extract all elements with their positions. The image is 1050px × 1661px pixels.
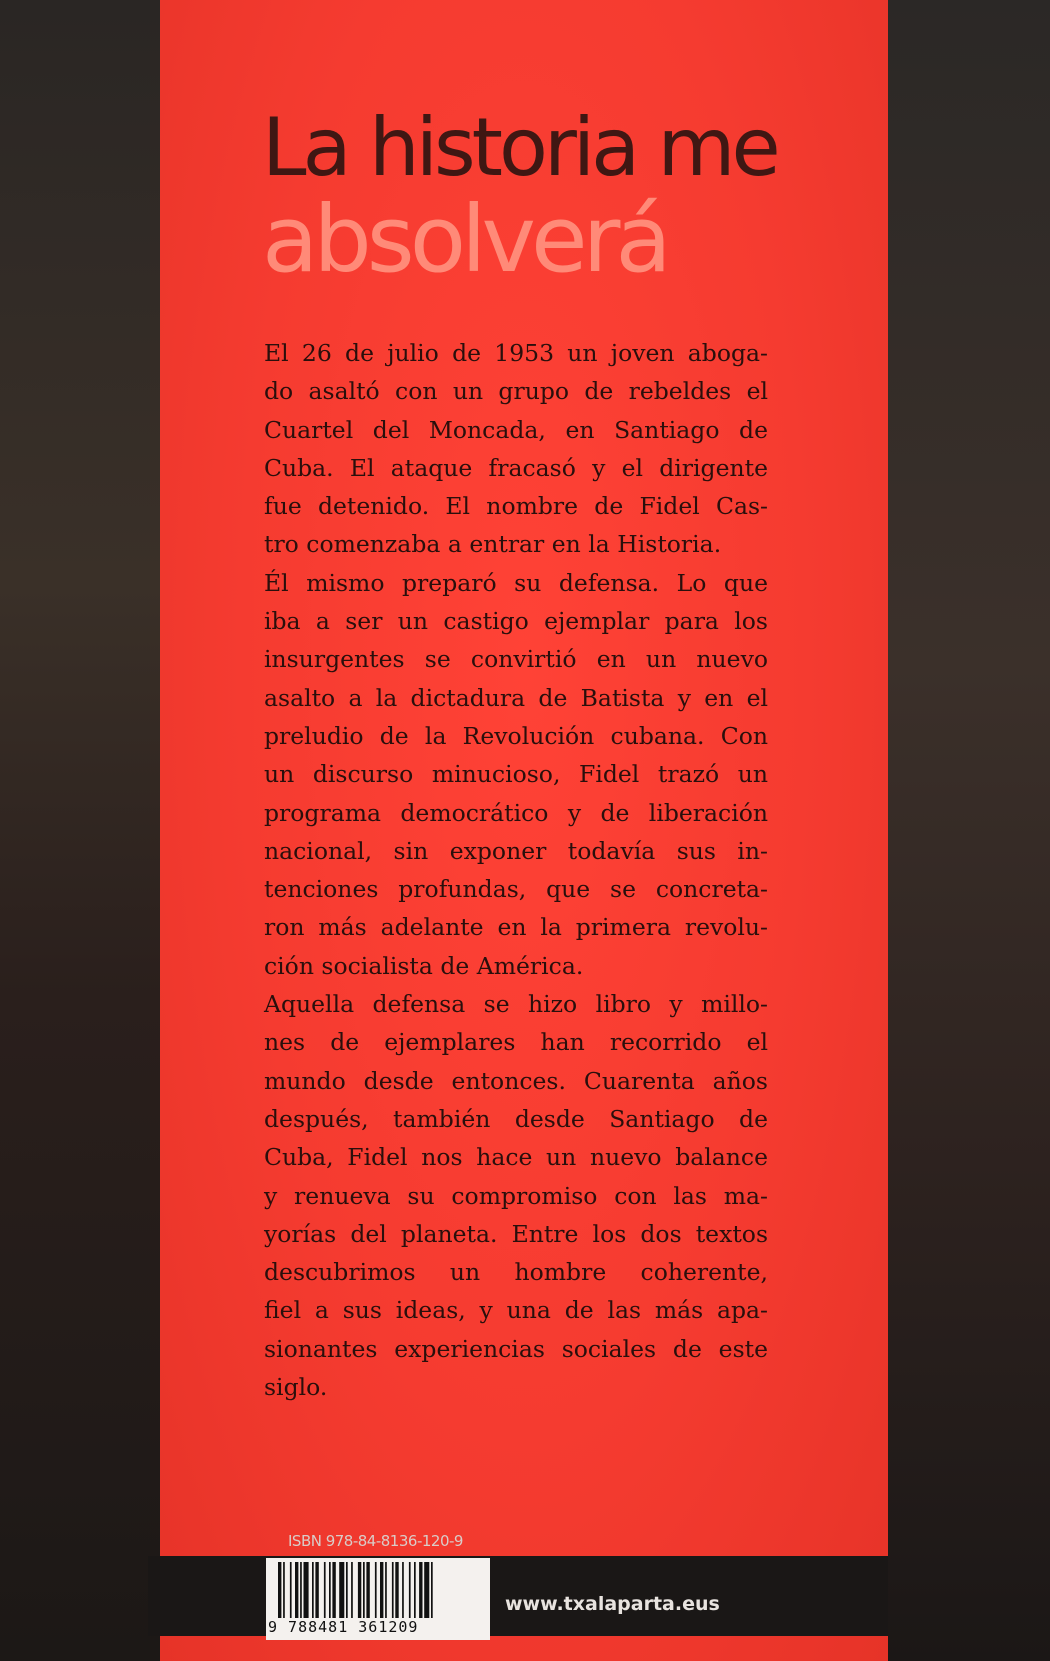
blurb-line: fue detenido. El nombre de Fidel Cas- — [264, 492, 768, 521]
blurb-line: siglo. — [264, 1373, 328, 1402]
barcode-bar — [300, 1562, 302, 1618]
blurb-line: Cuartel del Moncada, en Santiago de — [264, 415, 768, 444]
title-line-2: absolverá — [262, 186, 667, 293]
blurb-line: iba a ser un castigo ejemplar para los — [264, 607, 768, 636]
barcode-bar — [312, 1562, 314, 1618]
blurb-paragraph-3 — [264, 985, 768, 1406]
blurb-line: insurgentes se convirtió en un nuevo — [264, 645, 768, 674]
barcode-bar — [392, 1562, 394, 1618]
barcode-bar — [346, 1562, 348, 1618]
barcode-bar — [395, 1562, 398, 1618]
blurb-line: tro comenzaba a entrar en la Historia. — [264, 530, 722, 559]
barcode-bar — [304, 1562, 309, 1618]
barcode-bar — [424, 1562, 429, 1618]
barcode-bar — [358, 1562, 361, 1618]
left-dark-edge — [0, 0, 160, 1661]
blurb-line: Aquella defensa se hizo libro y millo- — [264, 990, 768, 1019]
blurb-line: programa democrático y de liberación — [264, 798, 768, 827]
blurb-line: asalto a la dictadura de Batista y en el — [264, 683, 768, 712]
barcode-bar — [414, 1562, 416, 1618]
barcode-bar — [295, 1562, 298, 1618]
right-dark-edge — [888, 0, 1050, 1661]
blurb-paragraph-1 — [264, 334, 768, 564]
blurb-line: descubrimos un hombre coherente, — [264, 1258, 768, 1287]
barcode-bar — [366, 1562, 369, 1618]
barcode-bar — [375, 1562, 377, 1618]
blurb-line: mundo desde entonces. Cuarenta años — [264, 1066, 768, 1095]
blurb-paragraph-2 — [264, 564, 768, 985]
barcode-bar — [385, 1562, 387, 1618]
blurb-line: do asaltó con un grupo de rebeldes el — [264, 377, 768, 406]
barcode-bar — [363, 1562, 365, 1618]
barcode-digits: 9 788481 361209 — [268, 1618, 488, 1636]
barcode-bar — [339, 1562, 344, 1618]
barcode-bar — [409, 1562, 411, 1618]
barcode-bar — [431, 1562, 433, 1618]
barcode-bar — [419, 1562, 422, 1618]
blurb-line: y renueva su compromiso con las ma- — [264, 1181, 768, 1210]
blurb-line: ron más adelante en la primera revolu- — [264, 913, 768, 942]
barcode-bar — [380, 1562, 383, 1618]
blurb-line: nacional, sin exponer todavía sus in- — [264, 836, 768, 865]
blurb-line: fiel a sus ideas, y una de las más apa- — [264, 1296, 768, 1325]
barcode-bar — [332, 1562, 335, 1618]
publisher-website: www.txalaparta.eus — [505, 1593, 720, 1615]
barcode-bar — [283, 1562, 285, 1618]
blurb-line: ción socialista de América. — [264, 951, 584, 980]
title-line-1: La historia me — [262, 101, 777, 194]
barcode-bar — [290, 1562, 292, 1618]
blurb-line: nes de ejemplares han recorrido el — [264, 1028, 768, 1057]
barcode-bars — [274, 1562, 482, 1618]
blurb-line: yorías del planeta. Entre los dos textos — [264, 1219, 768, 1248]
barcode-bar — [351, 1562, 353, 1618]
barcode-bar — [278, 1562, 281, 1618]
blurb-line: El 26 de julio de 1953 un joven aboga- — [264, 339, 768, 367]
blurb-line: Cuba, Fidel nos hace un nuevo balance — [264, 1143, 768, 1172]
blurb-line: sionantes experiencias sociales de este — [264, 1334, 768, 1363]
barcode-bar — [324, 1562, 326, 1618]
barcode — [266, 1558, 490, 1640]
blurb-line: después, también desde Santiago de — [264, 1104, 768, 1133]
blurb-line: Él mismo preparó su defensa. Lo que — [264, 568, 768, 597]
isbn-label: ISBN 978-84-8136-120-9 — [288, 1532, 463, 1550]
barcode-bar — [315, 1562, 318, 1618]
blurb-line: un discurso minucioso, Fidel trazó un — [264, 760, 768, 789]
back-cover-blurb — [264, 334, 768, 1406]
blurb-line: tenciones profundas, que se concreta- — [264, 875, 768, 904]
blurb-line: Cuba. El ataque fracasó y el dirigente — [264, 453, 768, 482]
barcode-bar — [402, 1562, 404, 1618]
blurb-line: preludio de la Revolución cubana. Con — [264, 721, 768, 750]
barcode-bar — [329, 1562, 331, 1618]
